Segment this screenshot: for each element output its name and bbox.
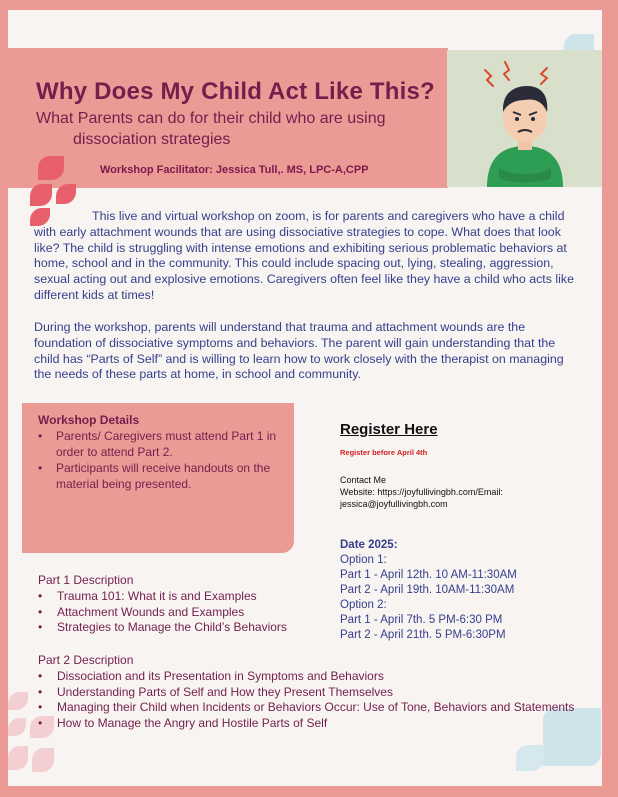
option-1-part-1: Part 1 - April 12th. 10 AM-11:30AM	[340, 569, 517, 581]
workshop-details-list	[38, 429, 283, 493]
contact-label: Contact Me	[340, 475, 387, 485]
decor-square-teal-small	[516, 745, 544, 771]
option-1-part-2: Part 2 - April 19th. 10AM-11:30AM	[340, 584, 515, 596]
page-subtitle	[36, 108, 456, 150]
subtitle-line-1: What Parents can do for their child who are using	[36, 110, 386, 127]
list-item: • Participants will receive handouts on the material being presented.	[38, 461, 283, 492]
register-link[interactable]: Register Here	[340, 421, 438, 438]
decor-square-pink-4	[8, 746, 28, 770]
intro-paragraph-2: During the workshop, parents will understand that trauma and attachment wounds are the foundation of dissociative symptoms and behaviors. The parent will gain understanding that the child has “Parts of Self” and is willing to learn how to work closely with the therapist on managing the needs of these parts at home, in school and community.	[34, 320, 564, 382]
angry-child-icon	[447, 50, 602, 187]
decor-square-pink-2	[8, 718, 26, 736]
list-item: • Attachment Wounds and Examples	[38, 605, 578, 621]
option-2-label: Option 2:	[340, 599, 387, 611]
list-item: • Understanding Parts of Self and How they Present Themselves	[38, 685, 578, 701]
workshop-details-box	[22, 403, 294, 553]
subtitle-line-2: dissociation strategies	[73, 131, 231, 148]
list-item: • Trauma 101: What it is and Examples	[38, 589, 578, 605]
register-deadline: Register before April 4th	[340, 448, 428, 457]
facilitator-line: Workshop Facilitator: Jessica Tull,. MS, LPC-A,CPP	[100, 164, 369, 176]
part-1-title: Part 1 Description	[38, 573, 134, 587]
option-2-part-2: Part 2 - April 21th. 5 PM-6:30PM	[340, 629, 506, 641]
intro-paragraph-1	[34, 209, 574, 304]
option-1-label: Option 1:	[340, 554, 387, 566]
part-2-list	[38, 669, 578, 731]
dates-title: Date 2025:	[340, 539, 398, 551]
contact-block	[340, 474, 570, 510]
list-item: • Strategies to Manage the Child’s Behaviors	[38, 620, 578, 636]
angry-child-illustration	[447, 50, 602, 187]
option-2-part-1: Part 1 - April 7th. 5 PM-6:30 PM	[340, 614, 503, 626]
part-1-list	[38, 589, 578, 636]
contact-website-email[interactable]: Website: https://joyfullivingbh.com/Email: jessica@joyfullivingbh.com	[340, 487, 503, 509]
page-title: Why Does My Child Act Like This?	[36, 78, 435, 105]
decor-square-rose-1	[38, 156, 64, 180]
flyer-page	[8, 10, 602, 786]
workshop-details-title: Workshop Details	[38, 413, 140, 427]
list-item: • Dissociation and its Presentation in Symptoms and Behaviors	[38, 669, 578, 685]
decor-square-pink-1	[8, 692, 28, 710]
list-item: • How to Manage the Angry and Hostile Parts of Self	[38, 716, 578, 732]
intro-paragraph-1-text: This live and virtual workshop on zoom, is for parents and caregivers who have a child with early attachment wounds that are using dissociative strategies to cope. What does that look like? The child is struggling with intense emotions and exhibiting serious problematic behaviors at home, school and in the community. This could include spacing out, lying, stealing, aggression, sexual acting out and explosive emotions. Caregivers often feel like they have a child who acts like different kids at times!	[34, 209, 574, 302]
list-item: • Parents/ Caregivers must attend Part 1 in order to attend Part 2.	[38, 429, 283, 460]
decor-square-rose-2	[30, 184, 52, 206]
part-2-title: Part 2 Description	[38, 653, 134, 667]
decor-square-rose-3	[56, 184, 76, 204]
list-item: • Managing their Child when Incidents or Behaviors Occur: Use of Tone, Behaviors and Statements	[38, 700, 578, 716]
decor-square-pink-5	[32, 748, 54, 772]
